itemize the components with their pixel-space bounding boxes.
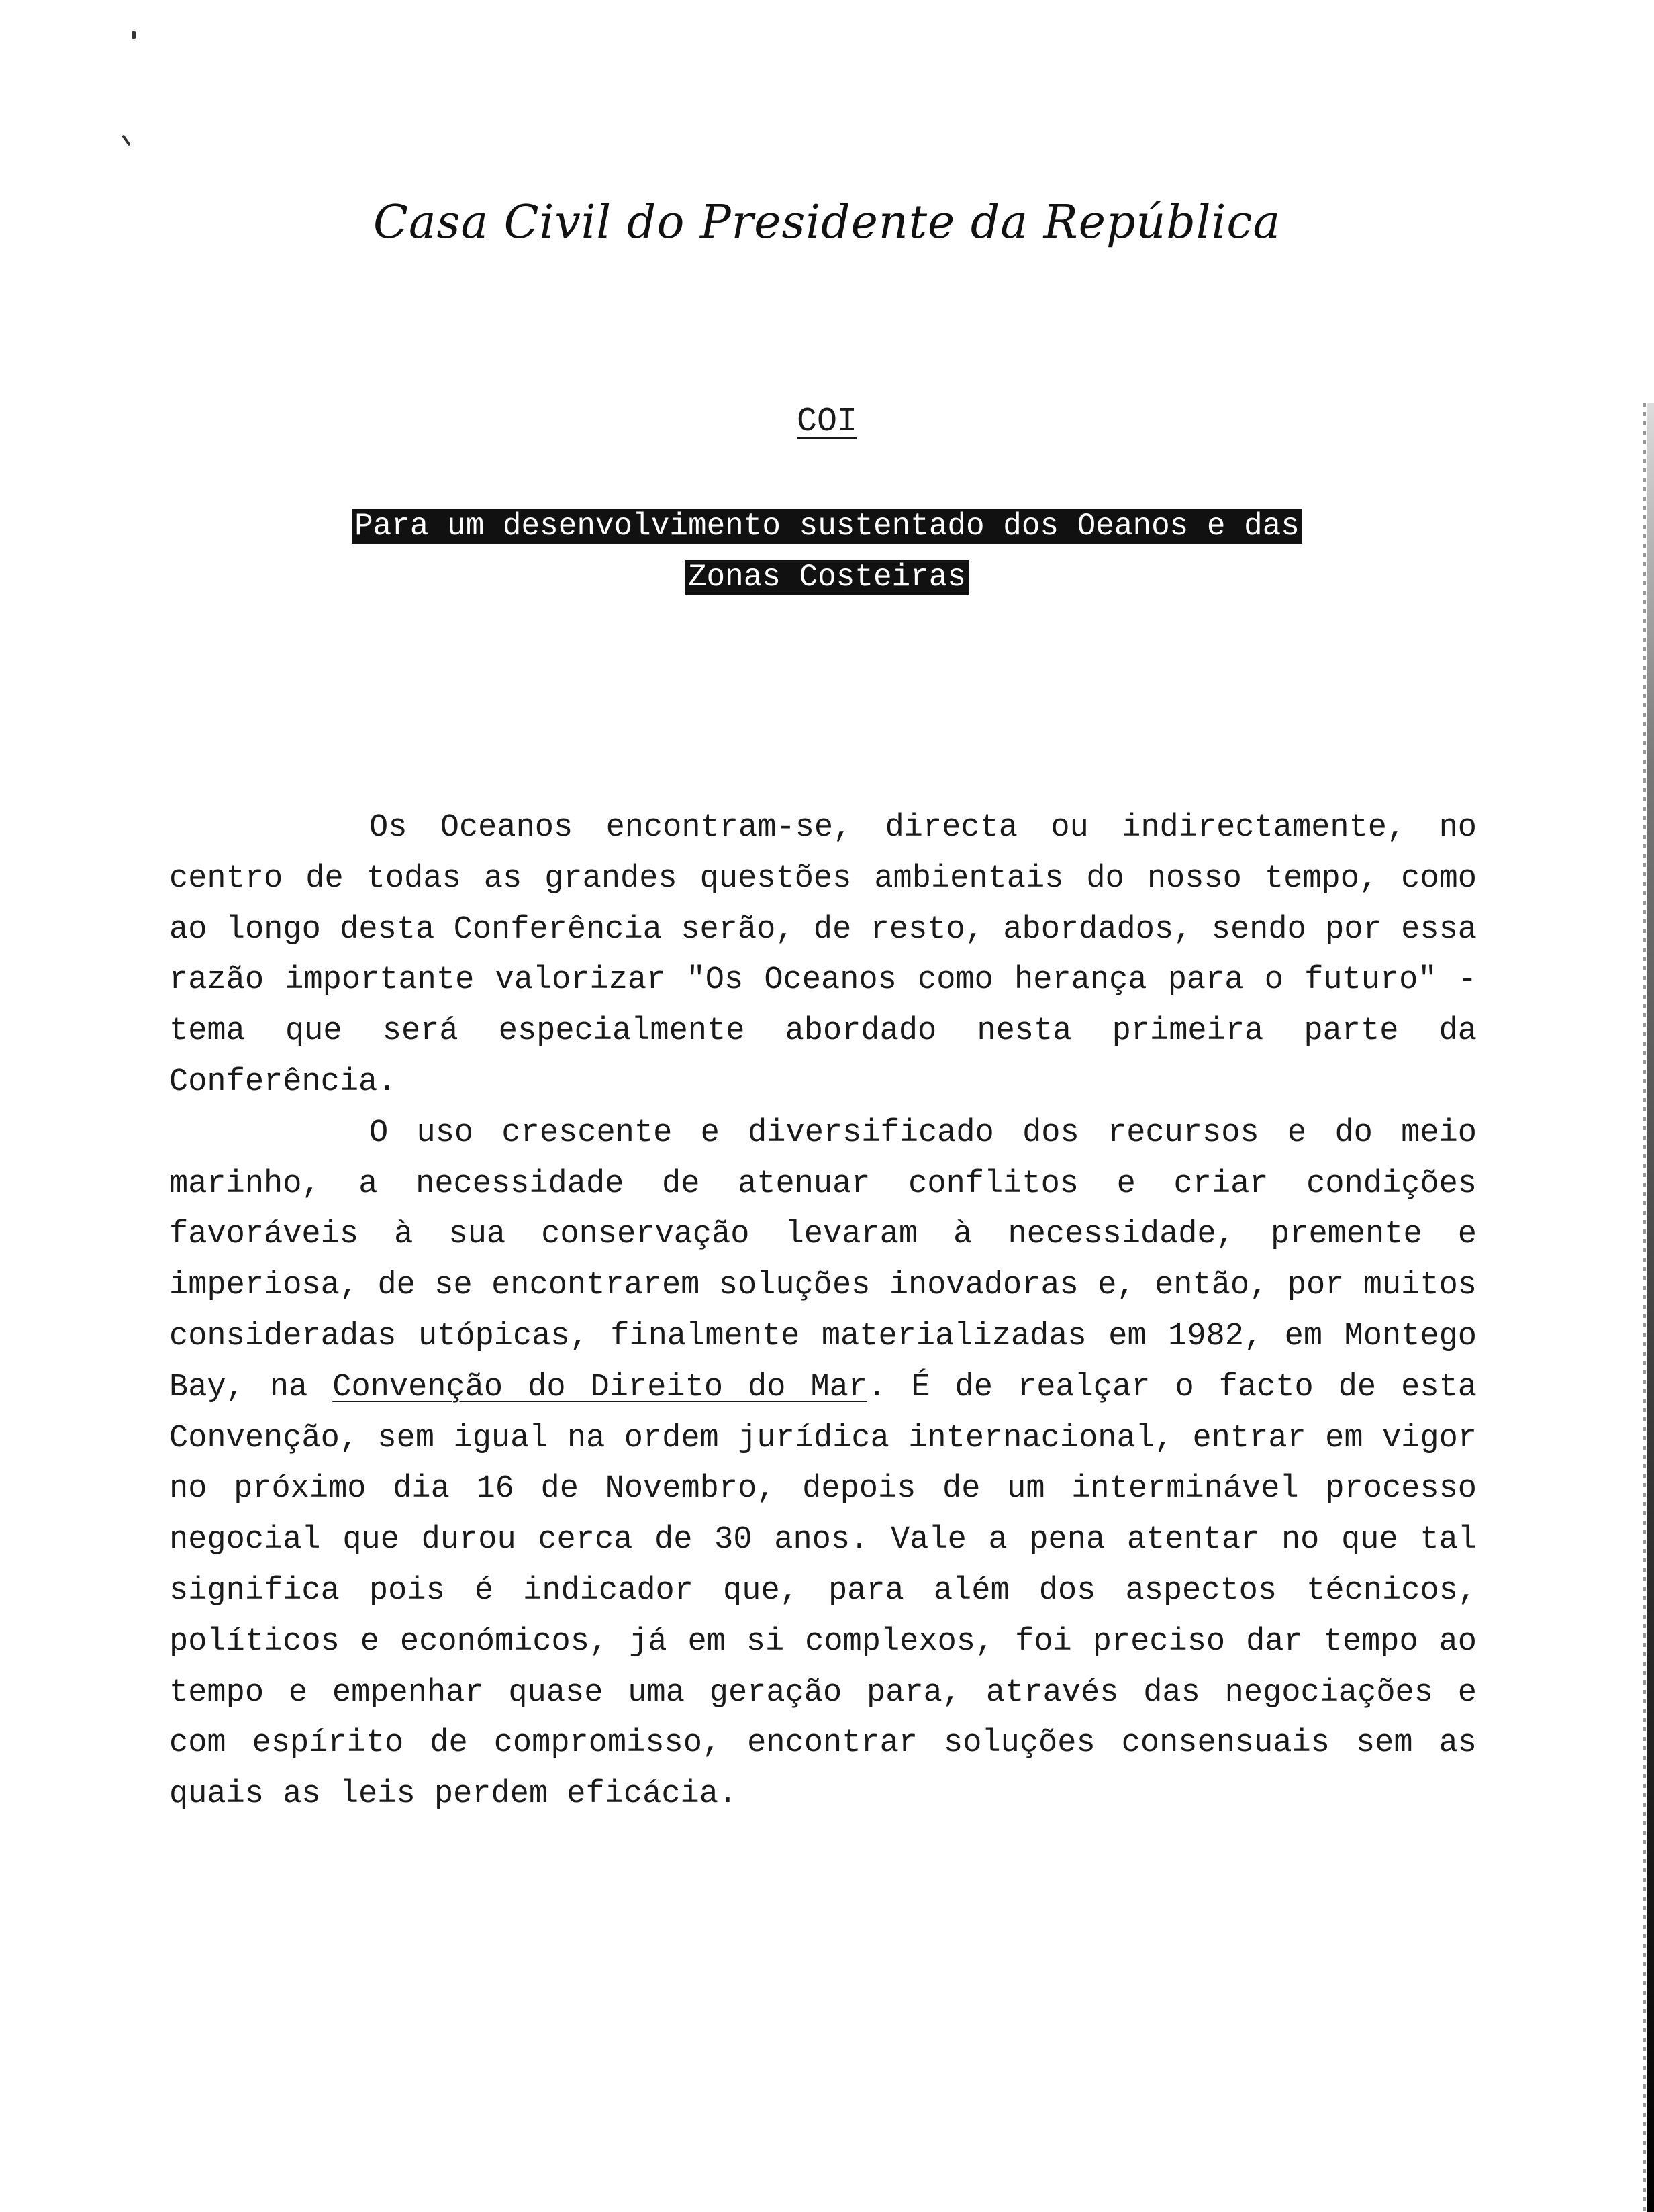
body-text [169,803,1477,1820]
scan-speck [132,31,136,39]
subtitle-text-1: Para um desenvolvimento sustentado dos Oeanos e das [352,509,1302,544]
paragraph-2-start: O uso crescente e diversificado dos recursos e do meio marinho, a necessidade de atenuar conflitos e criar condições favoráveis à sua conservação levaram à necessidade, premente e imperiosa, de se encontrarem soluções inovadoras e, então, por muitos consideradas utópicas, finalmente materializadas em 1982, em Montego Bay, na [169,1115,1477,1405]
paragraph-2 [169,1108,1477,1820]
document-heading [0,403,1654,441]
scan-edge-shadow [1647,403,1654,2212]
scan-edge-noise [1643,403,1646,2212]
scan-speck [121,134,131,146]
letterhead: Casa Civil do Presidente da República [373,196,1281,249]
heading-text: COI [796,403,857,441]
underlined-convention-title: Convenção do Direito do Mar [332,1369,868,1405]
subtitle-text-2: Zonas Costeiras [685,560,969,595]
subtitle-line-1 [0,507,1654,545]
paragraph-1: Os Oceanos encontram-se, directa ou indirectamente, no centro de todas as grandes questões ambientais do nosso tempo, como ao longo desta Conferência serão, de resto, abordados, sendo por essa razão importante valorizar "Os Oceanos como herança para o futuro" - tema que será especialmente abordado nesta primeira parte da Conferência. [169,810,1477,1100]
subtitle-line-2 [0,558,1654,596]
paragraph-2-end: . É de realçar o facto de esta Convenção, sem igual na ordem jurídica internacional, entrar em vigor no próximo dia 16 de Novembro, depois de um interminável processo negocial que durou cerca de 30 anos. Vale a pena atentar no que tal significa pois é indicador que, para além dos aspectos técnicos, políticos e económicos, já em si complexos, foi preciso dar tempo ao tempo e empenhar quase uma geração para, através das negociações e com espírito de compromisso, encontrar soluções consensuais sem as quais as leis perdem eficácia. [169,1369,1477,1813]
